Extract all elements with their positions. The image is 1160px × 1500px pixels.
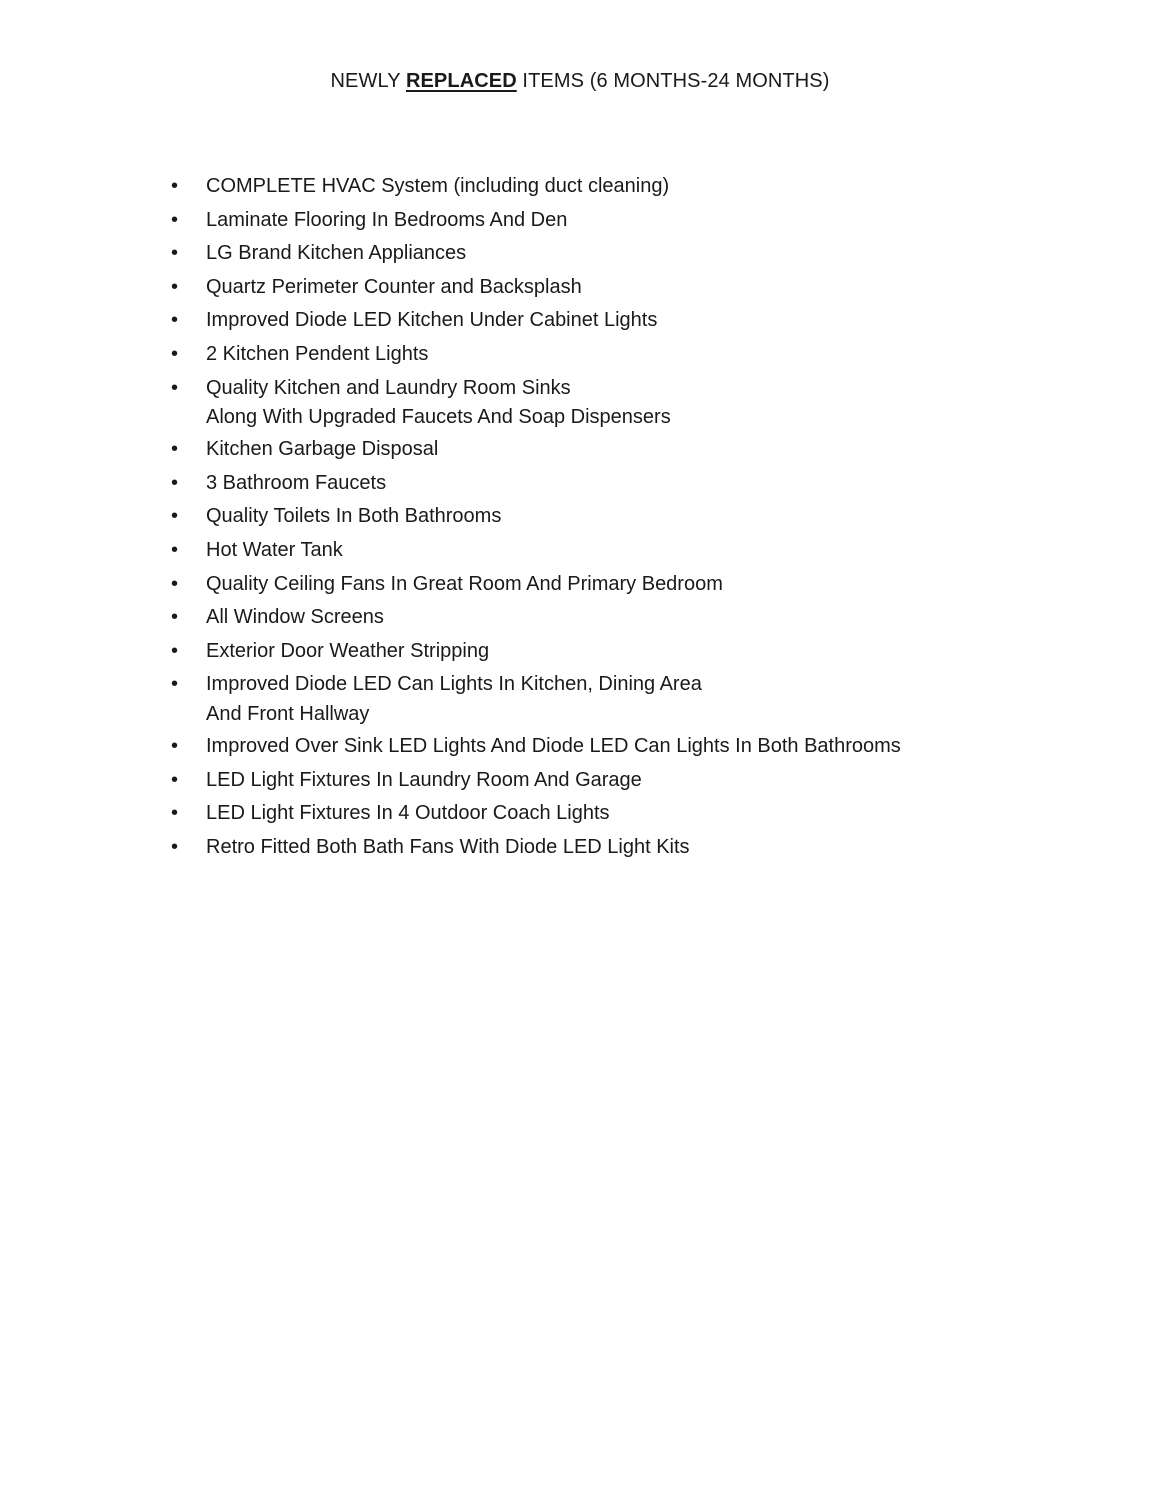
bullet-icon: • <box>171 734 179 757</box>
bullet-icon: • <box>171 208 179 231</box>
list-item <box>0 668 901 730</box>
list-item <box>0 433 901 467</box>
list-item <box>0 467 901 501</box>
list-item <box>0 831 901 865</box>
replaced-items-list <box>0 170 901 864</box>
list-item-text: Improved Diode LED Can Lights In Kitchen, Dining Area <box>206 673 702 696</box>
bullet-icon: • <box>171 802 179 825</box>
list-item <box>0 338 901 372</box>
list-item-text: 2 Kitchen Pendent Lights <box>206 342 429 365</box>
list-item-text-continued: And Front Hallway <box>206 702 370 725</box>
bullet-icon: • <box>171 538 179 561</box>
bullet-icon: • <box>171 376 179 399</box>
list-item-text: Quality Kitchen and Laundry Room Sinks <box>206 376 571 399</box>
bullet-icon: • <box>171 438 179 461</box>
list-item-text: Improved Over Sink LED Lights And Diode LED Can Lights In Both Bathrooms <box>206 734 901 757</box>
list-item <box>0 601 901 635</box>
list-item-text: Laminate Flooring In Bedrooms And Den <box>206 208 568 231</box>
list-item <box>0 372 901 434</box>
list-item <box>0 500 901 534</box>
list-item <box>0 764 901 798</box>
title-prefix: NEWLY <box>330 70 406 92</box>
list-item <box>0 204 901 238</box>
list-item-text: Quality Ceiling Fans In Great Room And Primary Bedroom <box>206 572 723 595</box>
list-item <box>0 730 901 764</box>
list-item-text: Exterior Door Weather Stripping <box>206 639 490 662</box>
list-item-text: Improved Diode LED Kitchen Under Cabinet Lights <box>206 309 658 332</box>
list-item <box>0 304 901 338</box>
bullet-icon: • <box>171 572 179 595</box>
list-item-text: LG Brand Kitchen Appliances <box>206 242 467 265</box>
bullet-icon: • <box>171 606 179 629</box>
list-item <box>0 170 901 204</box>
list-item-text: LED Light Fixtures In 4 Outdoor Coach Lights <box>206 802 610 825</box>
list-item-text: All Window Screens <box>206 606 384 629</box>
bullet-icon: • <box>171 471 179 494</box>
bullet-icon: • <box>171 768 179 791</box>
list-item-text: Quartz Perimeter Counter and Backsplash <box>206 275 582 298</box>
list-item-text: COMPLETE HVAC System (including duct cleaning) <box>206 175 670 197</box>
list-item-text: Kitchen Garbage Disposal <box>206 438 439 461</box>
bullet-icon: • <box>171 309 179 332</box>
list-item <box>0 271 901 305</box>
title-suffix: ITEMS (6 MONTHS-24 MONTHS) <box>516 70 830 92</box>
bullet-icon: • <box>171 175 179 197</box>
bullet-icon: • <box>171 242 179 265</box>
bullet-icon: • <box>171 673 179 696</box>
list-item <box>0 568 901 602</box>
list-item <box>0 797 901 831</box>
list-item <box>0 534 901 568</box>
title-emphasis: REPLACED <box>405 70 517 92</box>
list-item-text: Retro Fitted Both Bath Fans With Diode LED Light Kits <box>206 835 690 858</box>
page-title <box>0 70 1160 93</box>
bullet-icon: • <box>171 342 179 365</box>
bullet-icon: • <box>171 505 179 528</box>
list-item <box>0 635 901 669</box>
list-item-text: 3 Bathroom Faucets <box>206 471 387 494</box>
list-item-text: LED Light Fixtures In Laundry Room And Garage <box>206 768 642 791</box>
bullet-icon: • <box>171 275 179 298</box>
bullet-icon: • <box>171 835 179 858</box>
list-item <box>0 237 901 271</box>
bullet-icon: • <box>171 639 179 662</box>
list-item-text: Hot Water Tank <box>206 538 343 561</box>
list-item-text-continued: Along With Upgraded Faucets And Soap Dispensers <box>206 406 671 429</box>
list-item-text: Quality Toilets In Both Bathrooms <box>206 505 502 528</box>
